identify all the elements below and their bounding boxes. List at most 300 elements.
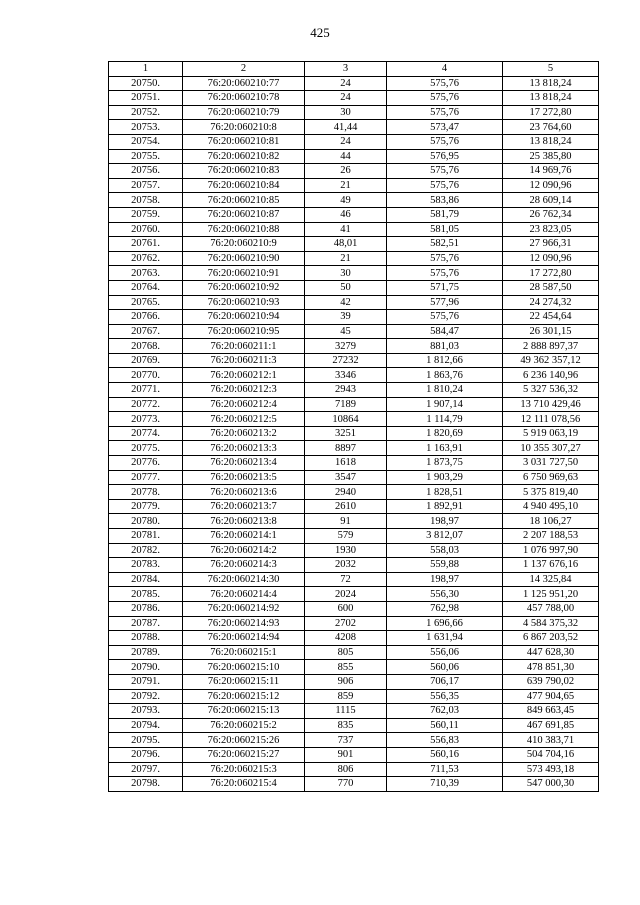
area-cell: 24 <box>305 91 387 106</box>
table-row <box>109 91 599 106</box>
table-row <box>109 689 599 704</box>
area-cell: 3547 <box>305 470 387 485</box>
cadastral-number-cell: 76:20:060210:91 <box>183 266 305 281</box>
cadastral-number-cell: 76:20:060212:4 <box>183 397 305 412</box>
cadastral-number-cell: 76:20:060213:3 <box>183 441 305 456</box>
specific-value-cell: 1 114,79 <box>387 412 503 427</box>
area-cell: 859 <box>305 689 387 704</box>
cadastral-value-cell: 26 301,15 <box>503 324 599 339</box>
row-number-cell: 20779. <box>109 499 183 514</box>
row-number-cell: 20797. <box>109 762 183 777</box>
area-cell: 2032 <box>305 558 387 573</box>
table-row <box>109 412 599 427</box>
cadastral-value-cell: 4 940 495,10 <box>503 499 599 514</box>
table-row <box>109 310 599 325</box>
row-number-cell: 20750. <box>109 76 183 91</box>
area-cell: 91 <box>305 514 387 529</box>
cadastral-value-cell: 457 788,00 <box>503 601 599 616</box>
cadastral-number-cell: 76:20:060212:1 <box>183 368 305 383</box>
table-row <box>109 120 599 135</box>
cadastral-value-cell: 26 762,34 <box>503 207 599 222</box>
area-cell: 1930 <box>305 543 387 558</box>
cadastral-number-cell: 76:20:060210:93 <box>183 295 305 310</box>
table-row <box>109 178 599 193</box>
row-number-cell: 20792. <box>109 689 183 704</box>
table-row <box>109 324 599 339</box>
row-number-cell: 20765. <box>109 295 183 310</box>
row-number-cell: 20760. <box>109 222 183 237</box>
row-number-cell: 20793. <box>109 704 183 719</box>
specific-value-cell: 556,35 <box>387 689 503 704</box>
row-number-cell: 20762. <box>109 251 183 266</box>
cadastral-number-cell: 76:20:060215:26 <box>183 733 305 748</box>
table-row <box>109 339 599 354</box>
table-row <box>109 280 599 295</box>
row-number-cell: 20798. <box>109 777 183 792</box>
area-cell: 27232 <box>305 353 387 368</box>
cadastral-value-cell: 3 031 727,50 <box>503 456 599 471</box>
specific-value-cell: 556,30 <box>387 587 503 602</box>
specific-value-cell: 581,79 <box>387 207 503 222</box>
specific-value-cell: 1 812,66 <box>387 353 503 368</box>
area-cell: 30 <box>305 266 387 281</box>
table-row <box>109 485 599 500</box>
cadastral-number-cell: 76:20:060214:4 <box>183 587 305 602</box>
cadastral-value-cell: 5 919 063,19 <box>503 426 599 441</box>
table-row <box>109 368 599 383</box>
row-number-cell: 20756. <box>109 164 183 179</box>
specific-value-cell: 1 631,94 <box>387 631 503 646</box>
area-cell: 1115 <box>305 704 387 719</box>
area-cell: 737 <box>305 733 387 748</box>
cadastral-value-cell: 477 904,65 <box>503 689 599 704</box>
cadastral-value-cell: 14 325,84 <box>503 572 599 587</box>
specific-value-cell: 583,86 <box>387 193 503 208</box>
cadastral-number-cell: 76:20:060215:11 <box>183 674 305 689</box>
area-cell: 8897 <box>305 441 387 456</box>
table-row <box>109 777 599 792</box>
area-cell: 855 <box>305 660 387 675</box>
column-header-4: 4 <box>387 62 503 77</box>
specific-value-cell: 581,05 <box>387 222 503 237</box>
cadastral-number-cell: 76:20:060215:3 <box>183 762 305 777</box>
cadastral-number-cell: 76:20:060214:1 <box>183 529 305 544</box>
table-row <box>109 733 599 748</box>
row-number-cell: 20770. <box>109 368 183 383</box>
specific-value-cell: 582,51 <box>387 237 503 252</box>
cadastral-value-cell: 467 691,85 <box>503 718 599 733</box>
cadastral-value-cell: 2 207 188,53 <box>503 529 599 544</box>
cadastral-value-cell: 547 000,30 <box>503 777 599 792</box>
cadastral-value-cell: 1 076 997,90 <box>503 543 599 558</box>
specific-value-cell: 3 812,07 <box>387 529 503 544</box>
table-row <box>109 207 599 222</box>
area-cell: 2610 <box>305 499 387 514</box>
specific-value-cell: 558,03 <box>387 543 503 558</box>
specific-value-cell: 575,76 <box>387 76 503 91</box>
row-number-cell: 20766. <box>109 310 183 325</box>
cadastral-number-cell: 76:20:060214:3 <box>183 558 305 573</box>
specific-value-cell: 1 892,91 <box>387 499 503 514</box>
row-number-cell: 20775. <box>109 441 183 456</box>
specific-value-cell: 575,76 <box>387 105 503 120</box>
table-row <box>109 105 599 120</box>
cadastral-number-cell: 76:20:060210:87 <box>183 207 305 222</box>
cadastral-value-cell: 12 090,96 <box>503 251 599 266</box>
cadastral-value-cell: 4 584 375,32 <box>503 616 599 631</box>
cadastral-value-cell: 1 125 951,20 <box>503 587 599 602</box>
row-number-cell: 20752. <box>109 105 183 120</box>
cadastral-number-cell: 76:20:060215:13 <box>183 704 305 719</box>
cadastral-value-cell: 12 090,96 <box>503 178 599 193</box>
row-number-cell: 20759. <box>109 207 183 222</box>
table-row <box>109 514 599 529</box>
cadastral-number-cell: 76:20:060210:95 <box>183 324 305 339</box>
cadastral-value-cell: 23 823,05 <box>503 222 599 237</box>
cadastral-number-cell: 76:20:060215:12 <box>183 689 305 704</box>
cadastral-number-cell: 76:20:060210:77 <box>183 76 305 91</box>
area-cell: 21 <box>305 251 387 266</box>
table-row <box>109 193 599 208</box>
cadastral-number-cell: 76:20:060213:2 <box>183 426 305 441</box>
cadastral-value-cell: 49 362 357,12 <box>503 353 599 368</box>
cadastral-number-cell: 76:20:060213:7 <box>183 499 305 514</box>
row-number-cell: 20787. <box>109 616 183 631</box>
specific-value-cell: 556,06 <box>387 645 503 660</box>
cadastral-number-cell: 76:20:060210:94 <box>183 310 305 325</box>
cadastral-number-cell: 76:20:060213:6 <box>183 485 305 500</box>
cadastral-number-cell: 76:20:060214:30 <box>183 572 305 587</box>
cadastral-value-cell: 10 355 307,27 <box>503 441 599 456</box>
cadastral-number-cell: 76:20:060210:82 <box>183 149 305 164</box>
row-number-cell: 20782. <box>109 543 183 558</box>
cadastral-value-cell: 22 454,64 <box>503 310 599 325</box>
cadastral-number-cell: 76:20:060210:92 <box>183 280 305 295</box>
cadastral-value-cell: 12 111 078,56 <box>503 412 599 427</box>
cadastral-number-cell: 76:20:060210:81 <box>183 134 305 149</box>
table-row <box>109 426 599 441</box>
cadastral-value-cell: 27 966,31 <box>503 237 599 252</box>
row-number-cell: 20789. <box>109 645 183 660</box>
row-number-cell: 20795. <box>109 733 183 748</box>
area-cell: 2702 <box>305 616 387 631</box>
row-number-cell: 20786. <box>109 601 183 616</box>
row-number-cell: 20780. <box>109 514 183 529</box>
cadastral-value-cell: 410 383,71 <box>503 733 599 748</box>
area-cell: 42 <box>305 295 387 310</box>
specific-value-cell: 1 873,75 <box>387 456 503 471</box>
row-number-cell: 20796. <box>109 747 183 762</box>
row-number-cell: 20771. <box>109 383 183 398</box>
table-row <box>109 762 599 777</box>
cadastral-value-cell: 24 274,32 <box>503 295 599 310</box>
area-cell: 2943 <box>305 383 387 398</box>
cadastral-number-cell: 76:20:060210:9 <box>183 237 305 252</box>
cadastral-number-cell: 76:20:060214:94 <box>183 631 305 646</box>
table-row <box>109 470 599 485</box>
table-row <box>109 383 599 398</box>
table-row <box>109 222 599 237</box>
table-row <box>109 441 599 456</box>
table-row <box>109 747 599 762</box>
row-number-cell: 20772. <box>109 397 183 412</box>
area-cell: 835 <box>305 718 387 733</box>
area-cell: 901 <box>305 747 387 762</box>
row-number-cell: 20755. <box>109 149 183 164</box>
specific-value-cell: 556,83 <box>387 733 503 748</box>
cadastral-number-cell: 76:20:060213:8 <box>183 514 305 529</box>
table-row <box>109 499 599 514</box>
area-cell: 24 <box>305 76 387 91</box>
cadastral-number-cell: 76:20:060211:1 <box>183 339 305 354</box>
area-cell: 600 <box>305 601 387 616</box>
cadastral-number-cell: 76:20:060210:88 <box>183 222 305 237</box>
specific-value-cell: 560,06 <box>387 660 503 675</box>
area-cell: 4208 <box>305 631 387 646</box>
cadastral-value-cell: 18 106,27 <box>503 514 599 529</box>
area-cell: 21 <box>305 178 387 193</box>
specific-value-cell: 575,76 <box>387 266 503 281</box>
table-row <box>109 543 599 558</box>
area-cell: 41,44 <box>305 120 387 135</box>
row-number-cell: 20751. <box>109 91 183 106</box>
row-number-cell: 20774. <box>109 426 183 441</box>
table-row <box>109 718 599 733</box>
table-row <box>109 660 599 675</box>
table-row <box>109 456 599 471</box>
specific-value-cell: 711,53 <box>387 762 503 777</box>
row-number-cell: 20781. <box>109 529 183 544</box>
cadastral-number-cell: 76:20:060215:10 <box>183 660 305 675</box>
table-row <box>109 76 599 91</box>
cadastral-number-cell: 76:20:060212:3 <box>183 383 305 398</box>
area-cell: 10864 <box>305 412 387 427</box>
table-body <box>109 76 599 791</box>
cadastral-value-cell: 28 609,14 <box>503 193 599 208</box>
cadastral-number-cell: 76:20:060210:8 <box>183 120 305 135</box>
row-number-cell: 20791. <box>109 674 183 689</box>
cadastral-number-cell: 76:20:060214:93 <box>183 616 305 631</box>
area-cell: 7189 <box>305 397 387 412</box>
table-row <box>109 601 599 616</box>
table-row <box>109 558 599 573</box>
specific-value-cell: 1 820,69 <box>387 426 503 441</box>
area-cell: 46 <box>305 207 387 222</box>
cadastral-number-cell: 76:20:060214:2 <box>183 543 305 558</box>
row-number-cell: 20794. <box>109 718 183 733</box>
cadastral-number-cell: 76:20:060212:5 <box>183 412 305 427</box>
area-cell: 50 <box>305 280 387 295</box>
specific-value-cell: 577,96 <box>387 295 503 310</box>
specific-value-cell: 706,17 <box>387 674 503 689</box>
row-number-cell: 20768. <box>109 339 183 354</box>
cadastral-number-cell: 76:20:060211:3 <box>183 353 305 368</box>
specific-value-cell: 575,76 <box>387 164 503 179</box>
area-cell: 26 <box>305 164 387 179</box>
row-number-cell: 20764. <box>109 280 183 295</box>
table-row <box>109 572 599 587</box>
cadastral-value-cell: 849 663,45 <box>503 704 599 719</box>
cadastral-number-cell: 76:20:060214:92 <box>183 601 305 616</box>
area-cell: 770 <box>305 777 387 792</box>
specific-value-cell: 1 810,24 <box>387 383 503 398</box>
cadastral-number-cell: 76:20:060210:84 <box>183 178 305 193</box>
row-number-cell: 20754. <box>109 134 183 149</box>
cadastral-value-cell: 478 851,30 <box>503 660 599 675</box>
specific-value-cell: 560,11 <box>387 718 503 733</box>
cadastral-value-cell: 13 818,24 <box>503 76 599 91</box>
specific-value-cell: 762,03 <box>387 704 503 719</box>
cadastral-number-cell: 76:20:060210:85 <box>183 193 305 208</box>
area-cell: 3346 <box>305 368 387 383</box>
area-cell: 1618 <box>305 456 387 471</box>
specific-value-cell: 198,97 <box>387 572 503 587</box>
table-row <box>109 149 599 164</box>
row-number-cell: 20777. <box>109 470 183 485</box>
table-row <box>109 631 599 646</box>
table-row <box>109 616 599 631</box>
column-header-2: 2 <box>183 62 305 77</box>
cadastral-number-cell: 76:20:060210:78 <box>183 91 305 106</box>
area-cell: 3279 <box>305 339 387 354</box>
cadastral-number-cell: 76:20:060210:83 <box>183 164 305 179</box>
specific-value-cell: 575,76 <box>387 134 503 149</box>
area-cell: 30 <box>305 105 387 120</box>
table-row <box>109 164 599 179</box>
cadastral-value-cell: 6 750 969,63 <box>503 470 599 485</box>
row-number-cell: 20753. <box>109 120 183 135</box>
specific-value-cell: 559,88 <box>387 558 503 573</box>
area-cell: 48,01 <box>305 237 387 252</box>
table-row <box>109 704 599 719</box>
specific-value-cell: 1 907,14 <box>387 397 503 412</box>
cadastral-value-cell: 23 764,60 <box>503 120 599 135</box>
row-number-cell: 20773. <box>109 412 183 427</box>
specific-value-cell: 1 163,91 <box>387 441 503 456</box>
area-cell: 41 <box>305 222 387 237</box>
area-cell: 24 <box>305 134 387 149</box>
specific-value-cell: 575,76 <box>387 91 503 106</box>
cadastral-value-cell: 5 375 819,40 <box>503 485 599 500</box>
specific-value-cell: 584,47 <box>387 324 503 339</box>
cadastral-value-cell: 14 969,76 <box>503 164 599 179</box>
table-row <box>109 587 599 602</box>
cadastral-value-cell: 13 818,24 <box>503 91 599 106</box>
cadastral-value-cell: 17 272,80 <box>503 105 599 120</box>
cadastral-number-cell: 76:20:060215:4 <box>183 777 305 792</box>
specific-value-cell: 1 903,29 <box>387 470 503 485</box>
row-number-cell: 20778. <box>109 485 183 500</box>
row-number-cell: 20763. <box>109 266 183 281</box>
specific-value-cell: 1 828,51 <box>387 485 503 500</box>
area-cell: 2940 <box>305 485 387 500</box>
specific-value-cell: 575,76 <box>387 310 503 325</box>
cadastral-value-cell: 573 493,18 <box>503 762 599 777</box>
row-number-cell: 20783. <box>109 558 183 573</box>
specific-value-cell: 575,76 <box>387 178 503 193</box>
cadastral-number-cell: 76:20:060215:1 <box>183 645 305 660</box>
cadastral-value-cell: 6 236 140,96 <box>503 368 599 383</box>
specific-value-cell: 573,47 <box>387 120 503 135</box>
cadastral-value-cell: 5 327 536,32 <box>503 383 599 398</box>
column-header-1: 1 <box>109 62 183 77</box>
specific-value-cell: 1 863,76 <box>387 368 503 383</box>
row-number-cell: 20788. <box>109 631 183 646</box>
cadastral-value-cell: 28 587,50 <box>503 280 599 295</box>
cadastral-value-cell: 13 818,24 <box>503 134 599 149</box>
specific-value-cell: 198,97 <box>387 514 503 529</box>
area-cell: 2024 <box>305 587 387 602</box>
row-number-cell: 20761. <box>109 237 183 252</box>
cadastral-value-cell: 17 272,80 <box>503 266 599 281</box>
specific-value-cell: 575,76 <box>387 251 503 266</box>
row-number-cell: 20790. <box>109 660 183 675</box>
page-number: 425 <box>310 25 330 40</box>
area-cell: 579 <box>305 529 387 544</box>
column-header-3: 3 <box>305 62 387 77</box>
area-cell: 44 <box>305 149 387 164</box>
table-row <box>109 295 599 310</box>
cadastral-value-cell: 447 628,30 <box>503 645 599 660</box>
cadastral-value-cell: 25 385,80 <box>503 149 599 164</box>
row-number-cell: 20776. <box>109 456 183 471</box>
row-number-cell: 20767. <box>109 324 183 339</box>
specific-value-cell: 560,16 <box>387 747 503 762</box>
column-header-5: 5 <box>503 62 599 77</box>
cadastral-number-cell: 76:20:060213:4 <box>183 456 305 471</box>
table-row <box>109 529 599 544</box>
table-row <box>109 134 599 149</box>
area-cell: 72 <box>305 572 387 587</box>
table-row <box>109 353 599 368</box>
specific-value-cell: 571,75 <box>387 280 503 295</box>
row-number-cell: 20758. <box>109 193 183 208</box>
header-row <box>109 62 599 77</box>
table-row <box>109 266 599 281</box>
specific-value-cell: 881,03 <box>387 339 503 354</box>
specific-value-cell: 1 696,66 <box>387 616 503 631</box>
row-number-cell: 20785. <box>109 587 183 602</box>
table-row <box>109 645 599 660</box>
cadastral-value-cell: 504 704,16 <box>503 747 599 762</box>
specific-value-cell: 576,95 <box>387 149 503 164</box>
row-number-cell: 20784. <box>109 572 183 587</box>
cadastral-value-cell: 2 888 897,37 <box>503 339 599 354</box>
area-cell: 3251 <box>305 426 387 441</box>
cadastral-value-table <box>108 61 599 792</box>
table-row <box>109 674 599 689</box>
table-row <box>109 397 599 412</box>
row-number-cell: 20769. <box>109 353 183 368</box>
cadastral-number-cell: 76:20:060215:27 <box>183 747 305 762</box>
cadastral-value-cell: 639 790,02 <box>503 674 599 689</box>
cadastral-value-cell: 13 710 429,46 <box>503 397 599 412</box>
area-cell: 49 <box>305 193 387 208</box>
area-cell: 806 <box>305 762 387 777</box>
specific-value-cell: 762,98 <box>387 601 503 616</box>
area-cell: 45 <box>305 324 387 339</box>
cadastral-number-cell: 76:20:060213:5 <box>183 470 305 485</box>
specific-value-cell: 710,39 <box>387 777 503 792</box>
table-row <box>109 251 599 266</box>
table-row <box>109 237 599 252</box>
area-cell: 805 <box>305 645 387 660</box>
cadastral-number-cell: 76:20:060210:79 <box>183 105 305 120</box>
cadastral-number-cell: 76:20:060215:2 <box>183 718 305 733</box>
area-cell: 906 <box>305 674 387 689</box>
cadastral-number-cell: 76:20:060210:90 <box>183 251 305 266</box>
cadastral-value-cell: 1 137 676,16 <box>503 558 599 573</box>
